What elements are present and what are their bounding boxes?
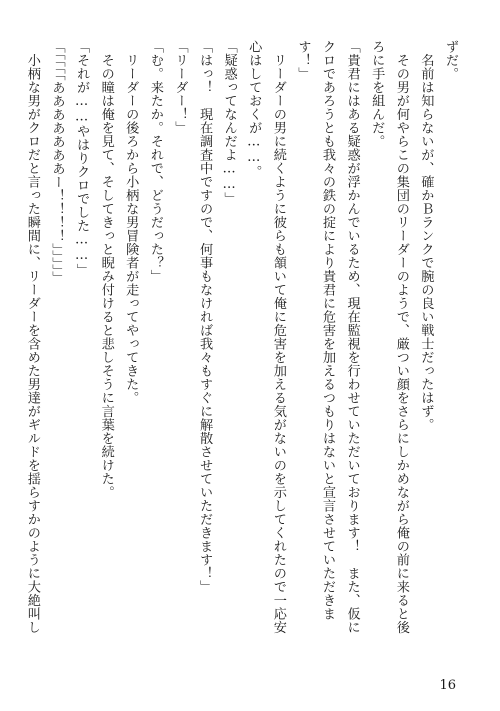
text-line: 小柄な男がクロだと言った瞬間に、リーダーを含めた男達がギルドを揺らすかのように大絶叫し <box>24 40 40 634</box>
text-line: す！」 <box>295 40 311 81</box>
text-line: リーダーの後ろから小柄な男冒険者が走ってやってきた。 <box>123 40 139 405</box>
text-line: ずだ。 <box>443 40 458 81</box>
text-line: クロであろうとも我々の鉄の掟により貴君に危害を加えるつもりはないと宣言させていただきま <box>320 40 336 621</box>
text-line: 「貴君にはある疑惑が浮かんでいるため、現在監視を行わせていただいております！ また、仮に <box>344 40 360 634</box>
text-line: 心はしておくが……。 <box>246 40 262 179</box>
text-line: ろに手を組んだ。 <box>369 40 385 148</box>
text-line: 「それが……やはりクロでした……」 <box>74 40 90 277</box>
text-line: 「む。来たか。それで、どうだった？」 <box>147 40 163 283</box>
text-line: その男が何やらこの集団のリーダーのようで、厳つい顔をさらにしかめながら俺の前に来ると後 <box>393 40 409 634</box>
text-line: 名前は知らないが、確かＢランクで腕の良い戦士だったはず。 <box>418 40 434 432</box>
text-line: 「疑惑ってなんだよ……」 <box>221 40 237 206</box>
text-line: その瞳は俺を見て、そしてきっと睨み付けると悲しそうに言葉を続けた。 <box>98 40 114 499</box>
text-line: 「はっ！ 現在調査中ですので、何事もなければ我々もすぐに解散させていただきます！」 <box>197 40 213 594</box>
text-line: 「リーダー！」 <box>172 40 188 135</box>
page-number: 16 <box>439 678 456 693</box>
text-line: 「「「「「あああああああー！！！！」」」」」 <box>49 40 65 285</box>
body-text <box>24 40 460 660</box>
text-line: リーダーの男に続くように彼らも頷いて俺に危害を加える気がないのを示してくれたので一応安 <box>270 40 286 634</box>
